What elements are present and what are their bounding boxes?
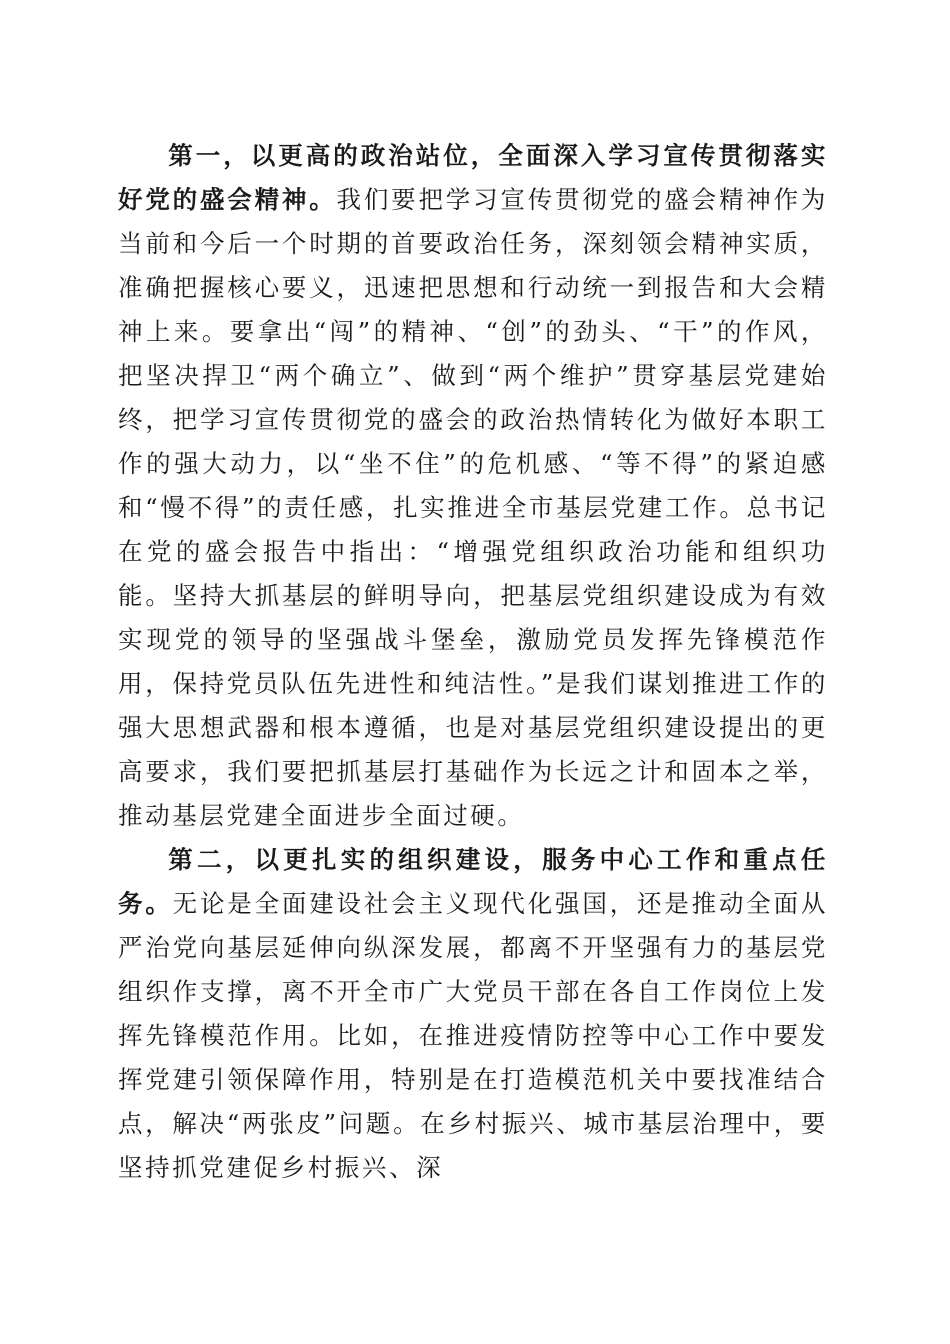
document-body: [118, 134, 828, 1190]
paragraph-first-heading: 第一，以更高的政治站位，全面深入学习宣传贯彻落实好党的盛会精神。: [118, 141, 828, 214]
paragraph-first: [118, 134, 828, 838]
paragraph-second-heading: 第二，以更扎实的组织建设，服务中心工作和重点任务。: [118, 845, 828, 918]
paragraph-second-body: 无论是全面建设社会主义现代化强国，还是推动全面从严治党向基层延伸向纵深发展，都离不开坚强有力的基层党组织作支撑，离不开全市广大党员干部在各自工作岗位上发挥先锋模范作用。比如，在推进疫情防控等中心工作中要发挥党建引领保障作用，特别是在打造模范机关中要找准结合点，解决“两张皮”问题。在乡村振兴、城市基层治理中，要坚持抓党建促乡村振兴、深: [118, 889, 828, 1182]
paragraph-second: [118, 838, 828, 1190]
paragraph-first-body: 我们要把学习宣传贯彻党的盛会精神作为当前和今后一个时期的首要政治任务，深刻领会精神实质，准确把握核心要义，迅速把思想和行动统一到报告和大会精神上来。要拿出“闯”的精神、“创”的劲头、“干”的作风，把坚决捍卫“两个确立”、做到“两个维护”贯穿基层党建始终，把学习宣传贯彻党的盛会的政治热情转化为做好本职工作的强大动力，以“坐不住”的危机感、“等不得”的紧迫感和“慢不得”的责任感，扎实推进全市基层党建工作。总书记在党的盛会报告中指出：“增强党组织政治功能和组织功能。坚持大抓基层的鲜明导向，把基层党组织建设成为有效实现党的领导的坚强战斗堡垒，激励党员发挥先锋模范作用，保持党员队伍先进性和纯洁性。”是我们谋划推进工作的强大思想武器和根本遵循，也是对基层党组织建设提出的更高要求，我们要把抓基层打基础作为长远之计和固本之举，推动基层党建全面进步全面过硬。: [118, 185, 828, 830]
